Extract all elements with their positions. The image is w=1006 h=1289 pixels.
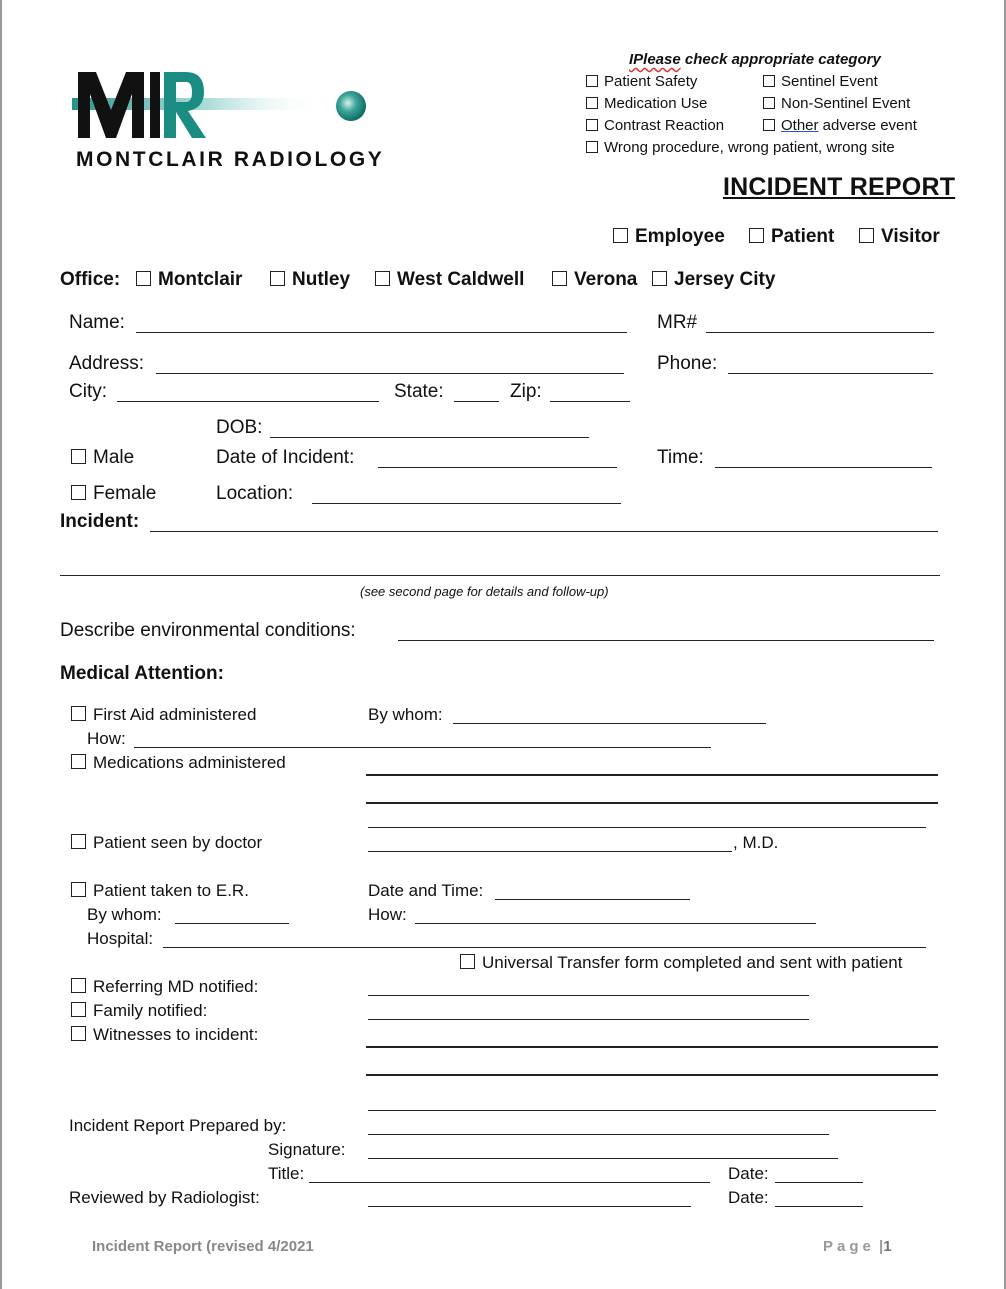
checkbox[interactable] (71, 1026, 86, 1041)
environment-label: Describe environmental conditions: (60, 620, 356, 641)
category-wrong-procedure[interactable]: Wrong procedure, wrong patient, wrong site (586, 139, 895, 156)
type-visitor[interactable]: Visitor (859, 226, 940, 248)
reviewed-by-field[interactable] (368, 1206, 691, 1207)
checkbox[interactable] (749, 228, 764, 243)
first-aid-by-whom-label: By whom: (368, 705, 443, 724)
checkbox[interactable] (71, 978, 86, 993)
checkbox[interactable] (586, 97, 598, 109)
referring-md-field[interactable] (368, 995, 809, 996)
address-label: Address: (69, 353, 144, 374)
checkbox[interactable] (270, 271, 285, 286)
office-label: Office: (60, 269, 121, 290)
checkbox[interactable] (136, 271, 151, 286)
hospital-label: Hospital: (87, 929, 154, 948)
sex-male[interactable]: Male (71, 447, 134, 469)
doctor-name-field[interactable] (368, 851, 732, 852)
phone-field[interactable] (728, 373, 933, 374)
er-date-time-field[interactable] (495, 899, 690, 900)
medications-field-line-2[interactable] (366, 802, 938, 804)
second-page-note: (see second page for details and follow-up) (360, 584, 609, 599)
checkbox[interactable] (652, 271, 667, 286)
address-field[interactable] (156, 373, 624, 374)
date-field[interactable] (775, 1182, 863, 1183)
time-label: Time: (657, 447, 704, 468)
medical-heading: Medical Attention: (60, 663, 224, 684)
category-medication-use[interactable]: Medication Use (586, 95, 707, 112)
city-label: City: (69, 381, 107, 402)
taken-to-er-option[interactable]: Patient taken to E.R. (71, 881, 249, 901)
phone-label: Phone: (657, 353, 718, 374)
date-2-label: Date: (728, 1188, 769, 1207)
checkbox[interactable] (71, 834, 86, 849)
md-suffix: , M.D. (733, 833, 779, 852)
checkbox[interactable] (763, 75, 775, 87)
witnesses-field-line-1[interactable] (366, 1046, 938, 1048)
office-verona[interactable]: Verona (552, 269, 637, 291)
logo-mark-graphic (66, 64, 386, 146)
location-label: Location: (216, 483, 294, 504)
category-non-sentinel-event[interactable]: Non-Sentinel Event (763, 95, 910, 112)
er-by-whom-label: By whom: (87, 905, 162, 924)
checkbox[interactable] (552, 271, 567, 286)
category-contrast-reaction[interactable]: Contrast Reaction (586, 117, 724, 134)
checkbox[interactable] (71, 706, 86, 721)
checkbox[interactable] (613, 228, 628, 243)
mr-label: MR# (657, 312, 698, 333)
state-label: State: (394, 381, 444, 402)
title-label: Title: (268, 1164, 305, 1183)
checkbox[interactable] (859, 228, 874, 243)
signature-field[interactable] (368, 1158, 838, 1159)
footer-revision: Incident Report (revised 4/2021 (92, 1238, 314, 1255)
er-how-field[interactable] (415, 923, 816, 924)
er-how-label: How: (368, 905, 407, 924)
date-of-incident-field[interactable] (378, 467, 617, 468)
footer-page: Page |1 (823, 1238, 892, 1255)
dob-label: DOB: (216, 417, 263, 438)
incident-label: Incident: (60, 511, 140, 532)
first-aid-by-whom-field[interactable] (453, 723, 766, 724)
checkbox[interactable] (763, 97, 775, 109)
first-aid-option[interactable]: First Aid administered (71, 705, 256, 725)
witnesses-field-line-2[interactable] (366, 1074, 938, 1076)
prepared-by-label: Incident Report Prepared by: (69, 1116, 287, 1135)
name-field[interactable] (136, 332, 627, 333)
date-label: Date: (728, 1164, 769, 1183)
checkbox[interactable] (460, 954, 475, 969)
first-aid-how-field[interactable] (134, 747, 711, 748)
referring-md-option[interactable]: Referring MD notified: (71, 977, 258, 997)
er-by-whom-field[interactable] (175, 923, 289, 924)
incident-field[interactable] (150, 531, 938, 532)
er-date-time-label: Date and Time: (368, 881, 484, 900)
medications-option[interactable]: Medications administered (71, 753, 286, 773)
checkbox[interactable] (71, 485, 86, 500)
family-notified-option[interactable]: Family notified: (71, 1001, 207, 1021)
category-patient-safety[interactable]: Patient Safety (586, 73, 697, 90)
checkbox[interactable] (375, 271, 390, 286)
name-label: Name: (69, 312, 125, 333)
prepared-by-field[interactable] (368, 1134, 829, 1135)
universal-transfer-option[interactable]: Universal Transfer form completed and sent with patient (460, 953, 902, 973)
dob-field[interactable] (270, 437, 589, 438)
title-field[interactable] (309, 1182, 710, 1183)
date-2-field[interactable] (775, 1206, 863, 1207)
office-jersey-city[interactable]: Jersey City (652, 269, 775, 291)
incident-field-line-2[interactable] (60, 575, 940, 576)
location-field[interactable] (312, 503, 621, 504)
checkbox[interactable] (71, 882, 86, 897)
city-field[interactable] (117, 401, 379, 402)
category-title: IPlease check appropriate category (629, 51, 881, 68)
medications-field-line-1[interactable] (366, 774, 938, 776)
zip-field[interactable] (550, 401, 630, 402)
sex-female[interactable]: Female (71, 483, 156, 505)
seen-by-doctor-option[interactable]: Patient seen by doctor (71, 833, 262, 853)
first-aid-how-label: How: (87, 729, 126, 748)
type-patient[interactable]: Patient (749, 226, 834, 248)
signature-label: Signature: (268, 1140, 346, 1159)
date-of-incident-label: Date of Incident: (216, 447, 355, 468)
office-montclair[interactable]: Montclair (136, 269, 242, 291)
witnesses-option[interactable]: Witnesses to incident: (71, 1025, 258, 1045)
logo-company-name: MONTCLAIR RADIOLOGY (76, 148, 385, 171)
office-nutley[interactable]: Nutley (270, 269, 350, 291)
medications-field-line-3[interactable] (368, 827, 926, 828)
office-west-caldwell[interactable]: West Caldwell (375, 269, 524, 291)
witnesses-field-line-3[interactable] (368, 1110, 936, 1111)
checkbox[interactable] (586, 141, 598, 153)
checkbox[interactable] (763, 119, 775, 131)
reviewed-by-label: Reviewed by Radiologist: (69, 1188, 260, 1207)
mr-field[interactable] (706, 332, 934, 333)
checkbox[interactable] (71, 1002, 86, 1017)
hospital-field[interactable] (163, 947, 926, 948)
page-title: INCIDENT REPORT (723, 173, 956, 201)
checkbox[interactable] (71, 754, 86, 769)
checkbox[interactable] (586, 119, 598, 131)
family-notified-field[interactable] (368, 1019, 809, 1020)
checkbox[interactable] (586, 75, 598, 87)
category-sentinel-event[interactable]: Sentinel Event (763, 73, 878, 90)
checkbox[interactable] (71, 449, 86, 464)
zip-label: Zip: (510, 381, 542, 402)
state-field[interactable] (454, 401, 499, 402)
environment-field[interactable] (398, 640, 934, 641)
type-employee[interactable]: Employee (613, 226, 725, 248)
time-field[interactable] (715, 467, 932, 468)
category-other-adverse-event[interactable]: Other adverse event (763, 117, 917, 134)
